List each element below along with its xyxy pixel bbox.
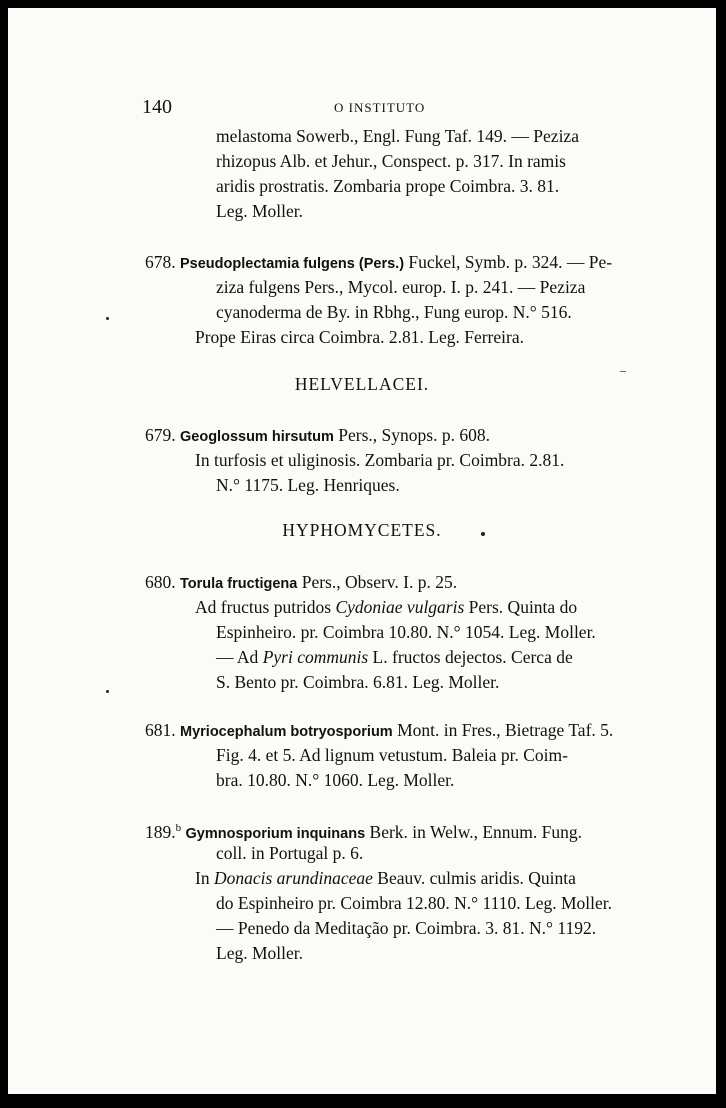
citation: Berk. in Welw., Ennum. Fung. <box>365 821 583 842</box>
entry-number: 679. <box>145 425 176 445</box>
citation: Pers., Observ. I. p. 25. <box>297 572 458 592</box>
citation: Mont. in Fres., Bietrage Taf. 5. <box>392 720 614 740</box>
genus-name: Gymnosporium inquinans <box>185 825 366 842</box>
entry-189b-line-5: — Penedo da Meditação pr. Coimbra. 3. 81. N.° 1192. <box>216 918 597 938</box>
entry-681-first-line <box>145 718 613 744</box>
entry-number: 680. <box>145 572 176 592</box>
text-run: In <box>195 868 214 888</box>
entry-number: 678. <box>145 252 176 272</box>
intro-line-1: melastoma Sowerb., Engl. Fung Taf. 149. — Peziza <box>216 126 579 146</box>
entry-680-line-4 <box>216 645 573 669</box>
entry-678-line-3: cyanoderma de By. in Rbhg., Fung europ. N.° 516. <box>216 302 572 322</box>
entry-679-line-2: In turfosis et uliginosis. Zombaria pr. Coimbra. 2.81. <box>195 450 565 470</box>
entry-number: 189. <box>145 821 176 842</box>
intro-line-2: rhizopus Alb. et Jehur., Conspect. p. 317. In ramis <box>216 151 566 171</box>
ink-speck <box>106 690 109 693</box>
running-head: O INSTITUTO <box>334 100 426 115</box>
entry-189b-line-2: coll. in Portugal p. 6. <box>216 843 364 863</box>
intro-line-3: aridis prostratis. Zombaria prope Coimbra. 3. 81. <box>216 176 560 196</box>
citation: Pers., Synops. p. 608. <box>333 425 490 445</box>
intro-line-4: Leg. Moller. <box>216 201 303 221</box>
entry-679-line-3: N.° 1175. Leg. Henriques. <box>216 475 400 495</box>
entry-679-first-line <box>145 423 490 449</box>
entry-678-line-4: Prope Eiras circa Coimbra. 2.81. Leg. Ferreira. <box>195 327 524 347</box>
species-italic: Donacis arundinaceae <box>213 868 373 888</box>
entry-189b-first-line <box>145 816 582 846</box>
section-heading-hyphomycetes: HYPHOMYCETES. <box>282 520 442 540</box>
book-page <box>8 8 716 1094</box>
genus-name: Torula fructigena <box>180 576 298 592</box>
text-run: Ad fructus putridos <box>195 597 336 617</box>
genus-name: Myriocephalum botryosporium <box>180 724 393 740</box>
section-heading-helvellacei: HELVELLACEI. <box>294 374 430 394</box>
ink-speck <box>620 371 626 372</box>
citation: Fuckel, Symb. p. 324. — Pe- <box>404 252 613 272</box>
genus-name: Geoglossum hirsutum <box>180 429 334 445</box>
genus-author: (Pers.) <box>354 256 405 272</box>
entry-680-first-line <box>145 570 457 596</box>
genus-name: Pseudoplectamia fulgens <box>180 256 355 272</box>
entry-189b-line-6: Leg. Moller. <box>216 943 303 963</box>
species-italic: Pyri communis <box>262 647 369 667</box>
entry-681-line-3: bra. 10.80. N.° 1060. Leg. Moller. <box>216 770 455 790</box>
text-run: L. fructos dejectos. Cerca de <box>368 647 573 667</box>
entry-678-line-2: ziza fulgens Pers., Mycol. europ. I. p. 241. — Peziza <box>216 277 586 297</box>
entry-680-line-2 <box>195 595 577 619</box>
text-run: Beauv. culmis aridis. Quinta <box>372 868 576 888</box>
species-italic: Cydoniae vulgaris <box>335 597 465 617</box>
entry-189b-line-3 <box>195 866 576 890</box>
text-run: Pers. Quinta do <box>464 597 578 617</box>
text-run: — Ad <box>216 647 263 667</box>
entry-number-superscript: b <box>175 822 182 834</box>
entry-number: 681. <box>145 720 176 740</box>
entry-189b-line-4: do Espinheiro pr. Coimbra 12.80. N.° 1110. Leg. Moller. <box>216 893 613 913</box>
ink-speck <box>106 317 109 320</box>
page-number: 140 <box>142 96 172 118</box>
entry-680-line-5: S. Bento pr. Coimbra. 6.81. Leg. Moller. <box>216 672 500 692</box>
entry-680-line-3: Espinheiro. pr. Coimbra 10.80. N.° 1054. Leg. Moller. <box>216 622 596 642</box>
ink-speck <box>481 532 485 536</box>
entry-678-first-line <box>145 250 612 276</box>
entry-681-line-2: Fig. 4. et 5. Ad lignum vetustum. Baleia pr. Coim- <box>216 745 568 765</box>
